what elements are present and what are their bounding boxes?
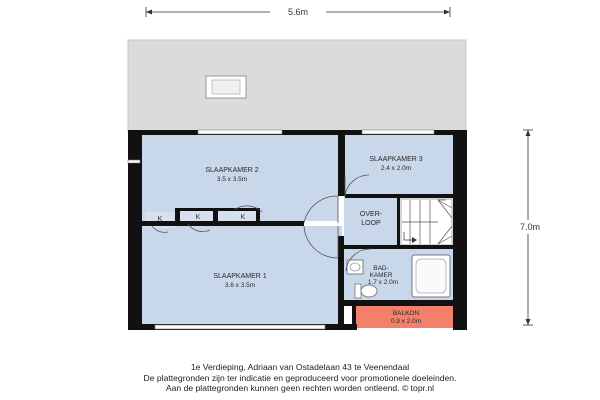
- badkamer-label-2: KAMER: [369, 272, 393, 279]
- width-dimension: [146, 5, 450, 19]
- bathtub: [412, 255, 450, 297]
- closet-label-3: K: [240, 214, 246, 221]
- balkon-name: BALKON: [392, 310, 420, 317]
- badkamer-label-1: BAD-: [373, 265, 389, 272]
- slaapkamer-2-name: SLAAPKAMER 2: [205, 167, 259, 174]
- overloop-label-2: LOOP: [361, 220, 381, 227]
- caption: [0, 362, 600, 394]
- caption-line-3: Aan de plattegronden kunnen geen rechten worden ontleend. © topr.nl: [165, 383, 435, 393]
- caption-line-2: De plattegronden zijn ter indicatie en geproduceerd voor promotionele doeleinden.: [143, 372, 457, 383]
- height-label: 7.0m: [519, 222, 541, 232]
- slaapkamer-1-size: 3.6 x 3.5m: [224, 282, 256, 289]
- slaapkamer-2-size: 3.5 x 3.5m: [216, 176, 248, 183]
- height-dimension: [513, 130, 547, 325]
- slaapkamer-3-name: SLAAPKAMER 3: [369, 156, 423, 163]
- overloop-label-1: OVER-: [359, 211, 383, 218]
- closet-label-2: K: [195, 214, 201, 221]
- slaapkamer-3-size: 2.4 x 2.0m: [380, 165, 412, 172]
- skylight-icon: [206, 76, 246, 98]
- caption-line-1: 1e Verdieping, Adriaan van Ostadelaan 43 te Veenendaal: [190, 362, 410, 372]
- roof-area: [128, 40, 466, 132]
- slaapkamer-1-name: SLAAPKAMER 1: [213, 273, 267, 280]
- width-label: 5.6m: [287, 7, 309, 17]
- closet-label-1: K: [157, 216, 163, 223]
- badkamer-size: 1.7 x 2.0m: [367, 279, 399, 286]
- toilet: [355, 284, 377, 298]
- balkon-size: 0.9 x 2.0m: [390, 318, 422, 325]
- sink: [347, 260, 363, 274]
